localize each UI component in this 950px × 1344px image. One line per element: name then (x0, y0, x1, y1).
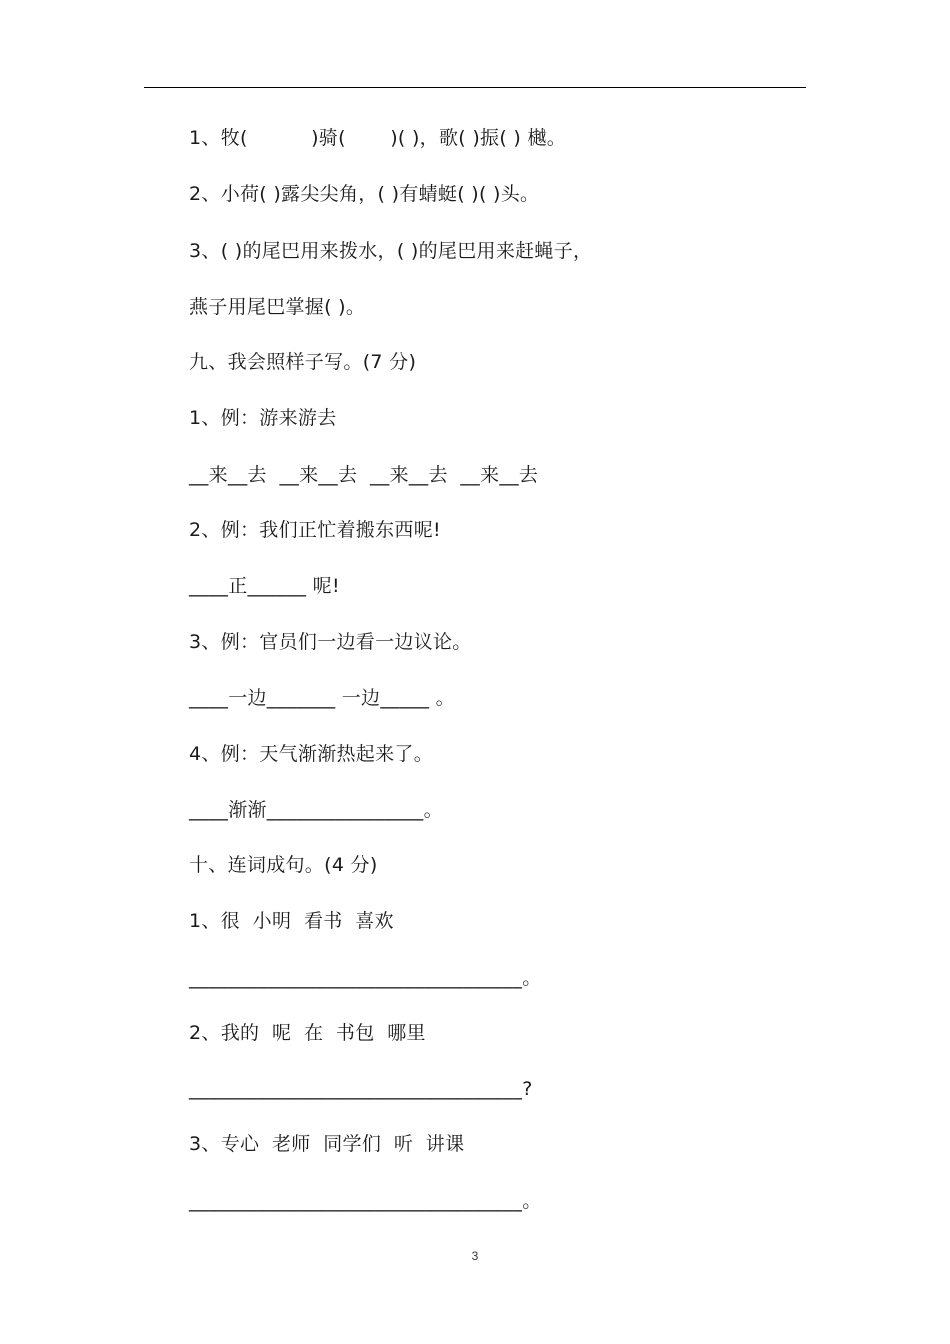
q9-answer-1: __来__去 __来__去 __来__去 __来__去 (189, 464, 539, 486)
q10-words-1: 1、很 小明 看书 喜欢 (189, 910, 394, 932)
section-9-heading: 九、我会照样子写。(7 分) (189, 351, 417, 373)
q9-answer-2: ____正______ 呢! (189, 575, 340, 597)
q10-answer-2: __________________________________? (189, 1078, 533, 1100)
q9-answer-4: ____渐渐________________。 (189, 799, 443, 821)
q10-answer-1: __________________________________。 (189, 967, 542, 989)
q9-example-3: 3、例：官员们一边看一边议论。 (189, 631, 472, 653)
q9-example-1: 1、例：游来游去 (189, 407, 337, 429)
q10-answer-3: __________________________________。 (189, 1190, 542, 1212)
q10-words-3: 3、专心 老师 同学们 听 讲课 (189, 1133, 465, 1155)
section-10-heading: 十、连词成句。(4 分) (189, 854, 378, 876)
q8-line-1: 1、牧( )骑( )( )，歌( )振( ) 樾。 (189, 127, 567, 149)
q10-words-2: 2、我的 呢 在 书包 哪里 (189, 1022, 426, 1044)
page-number: 3 (471, 1249, 479, 1263)
q8-line-3-cont: 燕子用尾巴掌握( )。 (189, 296, 366, 318)
header-rule (144, 87, 806, 88)
q8-line-3: 3、( )的尾巴用来拨水，( )的尾巴用来赶蝇子， (189, 240, 593, 262)
q9-example-2: 2、例：我们正忙着搬东西呢! (189, 519, 441, 541)
q9-answer-3: ____一边_______ 一边_____ 。 (189, 687, 455, 709)
q8-line-2: 2、小荷( )露尖尖角，( )有蜻蜓( )( )头。 (189, 183, 540, 205)
q9-example-4: 4、例：天气渐渐热起来了。 (189, 743, 433, 765)
